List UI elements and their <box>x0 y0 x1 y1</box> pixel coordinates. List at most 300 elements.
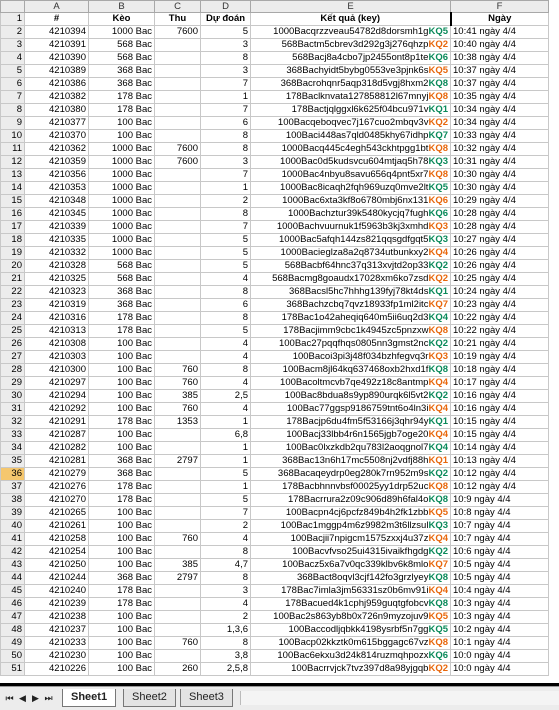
cell-thu[interactable]: 2797 <box>155 455 201 468</box>
cell-keo[interactable]: 100 Bac <box>89 533 155 546</box>
cell-du-doan[interactable]: 6 <box>201 299 251 312</box>
cell-du-doan[interactable]: 3 <box>201 156 251 169</box>
cell-id[interactable]: 4210390 <box>25 52 89 65</box>
cell-id[interactable]: 4210319 <box>25 299 89 312</box>
row-header[interactable]: 38 <box>1 494 25 507</box>
cell-thu[interactable]: 7600 <box>155 156 201 169</box>
cell-ngay[interactable]: 10:25 ngày 4/4 <box>451 273 549 286</box>
cell-id[interactable]: 4210323 <box>25 286 89 299</box>
row-header[interactable]: 51 <box>1 663 25 676</box>
cell-keo[interactable]: 1000 Bac <box>89 169 155 182</box>
cell-id[interactable]: 4210261 <box>25 520 89 533</box>
column-header-a[interactable]: A <box>25 1 89 13</box>
cell-du-doan[interactable]: 7 <box>201 221 251 234</box>
cell-thu[interactable] <box>155 78 201 91</box>
row-header[interactable]: 50 <box>1 650 25 663</box>
row-header[interactable]: 46 <box>1 598 25 611</box>
cell-keo[interactable]: 100 Bac <box>89 650 155 663</box>
cell-keo[interactable]: 368 Bac <box>89 299 155 312</box>
row-header[interactable]: 4 <box>1 52 25 65</box>
cell-ket-qua[interactable] <box>251 364 451 377</box>
cell-ket-qua[interactable] <box>251 65 451 78</box>
column-header-d[interactable]: D <box>201 1 251 13</box>
cell-ket-qua[interactable] <box>251 650 451 663</box>
cell-du-doan[interactable]: 5 <box>201 234 251 247</box>
cell-ket-qua[interactable] <box>251 299 451 312</box>
cell-keo[interactable]: 100 Bac <box>89 611 155 624</box>
cell-keo[interactable]: 368 Bac <box>89 78 155 91</box>
cell-ket-qua[interactable] <box>251 351 451 364</box>
cell-keo[interactable]: 178 Bac <box>89 91 155 104</box>
cell-du-doan[interactable]: 3 <box>201 39 251 52</box>
row-header[interactable]: 44 <box>1 572 25 585</box>
cell-keo[interactable]: 368 Bac <box>89 286 155 299</box>
cell-id[interactable]: 4210254 <box>25 546 89 559</box>
cell-ket-qua[interactable] <box>251 273 451 286</box>
row-header[interactable]: 23 <box>1 299 25 312</box>
cell-id[interactable]: 4210313 <box>25 325 89 338</box>
cell-keo[interactable]: 100 Bac <box>89 429 155 442</box>
tab-sheet3[interactable]: Sheet3 <box>180 689 233 707</box>
cell-id[interactable]: 4210279 <box>25 468 89 481</box>
cell-thu[interactable] <box>155 260 201 273</box>
cell-id[interactable]: 4210226 <box>25 663 89 676</box>
cell-id[interactable]: 4210258 <box>25 533 89 546</box>
cell-ket-qua[interactable] <box>251 377 451 390</box>
cell-keo[interactable]: 368 Bac <box>89 572 155 585</box>
cell-ngay[interactable]: 10:3 ngày 4/4 <box>451 611 549 624</box>
cell-thu[interactable]: 7600 <box>155 26 201 39</box>
row-header[interactable]: 10 <box>1 130 25 143</box>
cell-du-doan[interactable]: 4 <box>201 338 251 351</box>
cell-du-doan[interactable]: 2,5,8 <box>201 663 251 676</box>
cell-id[interactable]: 4210359 <box>25 156 89 169</box>
cell-id[interactable]: 4210328 <box>25 260 89 273</box>
tab-sheet2[interactable]: Sheet2 <box>123 689 176 707</box>
cell-id[interactable]: 4210308 <box>25 338 89 351</box>
cell-ket-qua[interactable] <box>251 117 451 130</box>
cell-keo[interactable]: 1000 Bac <box>89 143 155 156</box>
cell-du-doan[interactable]: 2 <box>201 195 251 208</box>
cell-thu[interactable] <box>155 338 201 351</box>
cell-thu[interactable] <box>155 65 201 78</box>
row-header[interactable]: 15 <box>1 195 25 208</box>
cell-thu[interactable] <box>155 208 201 221</box>
cell-id[interactable]: 4210394 <box>25 26 89 39</box>
cell-keo[interactable]: 178 Bac <box>89 598 155 611</box>
row-header[interactable]: 20 <box>1 260 25 273</box>
cell-ngay[interactable]: 10:0 ngày 4/4 <box>451 650 549 663</box>
cell-ket-qua[interactable] <box>251 143 451 156</box>
cell-thu[interactable] <box>155 117 201 130</box>
cell-ket-qua[interactable] <box>251 468 451 481</box>
cell-ngay[interactable]: 10:32 ngày 4/4 <box>451 143 549 156</box>
row-header[interactable]: 22 <box>1 286 25 299</box>
cell-keo[interactable]: 100 Bac <box>89 559 155 572</box>
cell-id[interactable]: 4210353 <box>25 182 89 195</box>
cell-id[interactable]: 4210244 <box>25 572 89 585</box>
row-header[interactable]: 17 <box>1 221 25 234</box>
cell-id[interactable]: 4210362 <box>25 143 89 156</box>
cell-ket-qua[interactable] <box>251 247 451 260</box>
cell-ket-qua[interactable] <box>251 91 451 104</box>
cell-du-doan[interactable]: 6,8 <box>201 429 251 442</box>
cell-ket-qua[interactable] <box>251 416 451 429</box>
cell-keo[interactable]: 178 Bac <box>89 585 155 598</box>
cell-ket-qua[interactable] <box>251 234 451 247</box>
cell-ngay[interactable]: 10:15 ngày 4/4 <box>451 429 549 442</box>
row-header[interactable]: 45 <box>1 585 25 598</box>
cell-thu[interactable] <box>155 442 201 455</box>
header-thu[interactable]: Thu <box>155 13 201 26</box>
cell-thu[interactable]: 760 <box>155 364 201 377</box>
cell-du-doan[interactable]: 1 <box>201 182 251 195</box>
cell-du-doan[interactable]: 1 <box>201 481 251 494</box>
cell-ngay[interactable]: 10:26 ngày 4/4 <box>451 260 549 273</box>
cell-ngay[interactable]: 10:1 ngày 4/4 <box>451 637 549 650</box>
cell-id[interactable]: 4210348 <box>25 195 89 208</box>
cell-du-doan[interactable]: 6 <box>201 117 251 130</box>
cell-id[interactable]: 4210281 <box>25 455 89 468</box>
row-header[interactable]: 5 <box>1 65 25 78</box>
cell-ket-qua[interactable] <box>251 403 451 416</box>
cell-id[interactable]: 4210303 <box>25 351 89 364</box>
cell-thu[interactable] <box>155 611 201 624</box>
cell-keo[interactable]: 368 Bac <box>89 455 155 468</box>
cell-ngay[interactable]: 10:34 ngày 4/4 <box>451 104 549 117</box>
cell-ngay[interactable]: 10:28 ngày 4/4 <box>451 221 549 234</box>
last-sheet-icon[interactable]: ⏭ <box>44 693 53 703</box>
cell-keo[interactable]: 368 Bac <box>89 468 155 481</box>
cell-thu[interactable] <box>155 169 201 182</box>
row-header[interactable]: 2 <box>1 26 25 39</box>
cell-keo[interactable]: 100 Bac <box>89 390 155 403</box>
cell-id[interactable]: 4210377 <box>25 117 89 130</box>
cell-keo[interactable]: 100 Bac <box>89 507 155 520</box>
cell-du-doan[interactable]: 7 <box>201 78 251 91</box>
cell-thu[interactable] <box>155 585 201 598</box>
cell-id[interactable]: 4210265 <box>25 507 89 520</box>
row-header[interactable]: 33 <box>1 429 25 442</box>
cell-ngay[interactable]: 10:13 ngày 4/4 <box>451 455 549 468</box>
cell-thu[interactable] <box>155 273 201 286</box>
cell-id[interactable]: 4210391 <box>25 39 89 52</box>
cell-id[interactable]: 4210339 <box>25 221 89 234</box>
cell-ngay[interactable]: 10:35 ngày 4/4 <box>451 91 549 104</box>
cell-keo[interactable]: 100 Bac <box>89 637 155 650</box>
cell-ket-qua[interactable] <box>251 182 451 195</box>
cell-ket-qua[interactable] <box>251 195 451 208</box>
cell-du-doan[interactable]: 8 <box>201 52 251 65</box>
cell-ket-qua[interactable] <box>251 494 451 507</box>
cell-keo[interactable]: 100 Bac <box>89 442 155 455</box>
cell-ket-qua[interactable] <box>251 312 451 325</box>
cell-thu[interactable]: 385 <box>155 559 201 572</box>
cell-ngay[interactable]: 10:38 ngày 4/4 <box>451 52 549 65</box>
cell-keo[interactable]: 100 Bac <box>89 520 155 533</box>
cell-keo[interactable]: 1000 Bac <box>89 26 155 39</box>
cell-ngay[interactable]: 10:17 ngày 4/4 <box>451 377 549 390</box>
cell-ket-qua[interactable] <box>251 104 451 117</box>
cell-du-doan[interactable]: 4 <box>201 377 251 390</box>
cell-du-doan[interactable]: 5 <box>201 26 251 39</box>
cell-ngay[interactable]: 10:30 ngày 4/4 <box>451 182 549 195</box>
cell-id[interactable]: 4210297 <box>25 377 89 390</box>
cell-ngay[interactable]: 10:24 ngày 4/4 <box>451 286 549 299</box>
cell-keo[interactable]: 1000 Bac <box>89 195 155 208</box>
header-du-doan[interactable]: Dự đoán <box>201 13 251 26</box>
cell-du-doan[interactable]: 8 <box>201 572 251 585</box>
cell-thu[interactable] <box>155 650 201 663</box>
cell-du-doan[interactable]: 8 <box>201 364 251 377</box>
cell-du-doan[interactable]: 1 <box>201 455 251 468</box>
cell-thu[interactable]: 760 <box>155 533 201 546</box>
cell-du-doan[interactable]: 4 <box>201 533 251 546</box>
row-header[interactable]: 24 <box>1 312 25 325</box>
cell-thu[interactable] <box>155 182 201 195</box>
cell-ket-qua[interactable] <box>251 611 451 624</box>
cell-ngay[interactable]: 10:7 ngày 4/4 <box>451 533 549 546</box>
cell-keo[interactable]: 100 Bac <box>89 351 155 364</box>
cell-keo[interactable]: 100 Bac <box>89 130 155 143</box>
row-header[interactable]: 14 <box>1 182 25 195</box>
cell-ngay[interactable]: 10:6 ngày 4/4 <box>451 546 549 559</box>
cell-id[interactable]: 4210230 <box>25 650 89 663</box>
row-header[interactable]: 21 <box>1 273 25 286</box>
cell-id[interactable]: 4210332 <box>25 247 89 260</box>
cell-thu[interactable] <box>155 104 201 117</box>
horizontal-scrollbar[interactable] <box>240 691 559 705</box>
cell-du-doan[interactable]: 5 <box>201 494 251 507</box>
cell-ket-qua[interactable] <box>251 637 451 650</box>
cell-thu[interactable]: 2797 <box>155 572 201 585</box>
cell-id[interactable]: 4210282 <box>25 442 89 455</box>
cell-ngay[interactable]: 10:28 ngày 4/4 <box>451 208 549 221</box>
select-all-corner[interactable] <box>1 1 25 13</box>
row-header[interactable]: 19 <box>1 247 25 260</box>
cell-du-doan[interactable]: 2 <box>201 520 251 533</box>
row-header[interactable]: 40 <box>1 520 25 533</box>
cell-du-doan[interactable]: 8 <box>201 637 251 650</box>
cell-ngay[interactable]: 10:15 ngày 4/4 <box>451 416 549 429</box>
cell-du-doan[interactable]: 8 <box>201 208 251 221</box>
cell-id[interactable]: 4210233 <box>25 637 89 650</box>
cell-keo[interactable]: 178 Bac <box>89 104 155 117</box>
cell-ngay[interactable]: 10:5 ngày 4/4 <box>451 572 549 585</box>
cell-ngay[interactable]: 10:16 ngày 4/4 <box>451 390 549 403</box>
row-header[interactable]: 7 <box>1 91 25 104</box>
cell-id[interactable]: 4210294 <box>25 390 89 403</box>
cell-ngay[interactable]: 10:34 ngày 4/4 <box>451 117 549 130</box>
cell-thu[interactable] <box>155 546 201 559</box>
cell-thu[interactable]: 260 <box>155 663 201 676</box>
cell-thu[interactable] <box>155 598 201 611</box>
cell-ngay[interactable]: 10:12 ngày 4/4 <box>451 468 549 481</box>
cell-du-doan[interactable]: 3,8 <box>201 650 251 663</box>
cell-thu[interactable]: 760 <box>155 403 201 416</box>
cell-id[interactable]: 4210237 <box>25 624 89 637</box>
cell-keo[interactable]: 1000 Bac <box>89 156 155 169</box>
cell-keo[interactable]: 568 Bac <box>89 273 155 286</box>
header-ket-qua[interactable]: Kết quả (key) <box>251 13 451 26</box>
cell-du-doan[interactable]: 4,7 <box>201 559 251 572</box>
cell-keo[interactable]: 100 Bac <box>89 403 155 416</box>
cell-ngay[interactable]: 10:18 ngày 4/4 <box>451 364 549 377</box>
row-header[interactable]: 16 <box>1 208 25 221</box>
cell-id[interactable]: 4210250 <box>25 559 89 572</box>
cell-ket-qua[interactable] <box>251 559 451 572</box>
cell-du-doan[interactable]: 7 <box>201 507 251 520</box>
cell-thu[interactable] <box>155 52 201 65</box>
cell-du-doan[interactable]: 8 <box>201 143 251 156</box>
cell-ngay[interactable]: 10:7 ngày 4/4 <box>451 520 549 533</box>
row-header[interactable]: 30 <box>1 390 25 403</box>
cell-du-doan[interactable]: 1 <box>201 442 251 455</box>
row-header[interactable]: 35 <box>1 455 25 468</box>
cell-keo[interactable]: 568 Bac <box>89 39 155 52</box>
cell-ngay[interactable]: 10:9 ngày 4/4 <box>451 494 549 507</box>
cell-keo[interactable]: 1000 Bac <box>89 182 155 195</box>
cell-ket-qua[interactable] <box>251 455 451 468</box>
cell-ngay[interactable]: 10:29 ngày 4/4 <box>451 195 549 208</box>
cell-ngay[interactable]: 10:21 ngày 4/4 <box>451 338 549 351</box>
cell-thu[interactable] <box>155 247 201 260</box>
cell-thu[interactable] <box>155 39 201 52</box>
first-sheet-icon[interactable]: ⏮ <box>5 693 14 703</box>
cell-du-doan[interactable]: 7 <box>201 104 251 117</box>
cell-ket-qua[interactable] <box>251 507 451 520</box>
cell-id[interactable]: 4210300 <box>25 364 89 377</box>
row-header[interactable]: 43 <box>1 559 25 572</box>
cell-keo[interactable]: 1000 Bac <box>89 208 155 221</box>
cell-id[interactable]: 4210240 <box>25 585 89 598</box>
cell-keo[interactable]: 178 Bac <box>89 416 155 429</box>
cell-ngay[interactable]: 10:37 ngày 4/4 <box>451 78 549 91</box>
cell-ket-qua[interactable] <box>251 390 451 403</box>
cell-thu[interactable]: 760 <box>155 377 201 390</box>
header-ngay[interactable]: Ngày <box>451 13 549 26</box>
row-header[interactable]: 8 <box>1 104 25 117</box>
row-header[interactable]: 12 <box>1 156 25 169</box>
cell-keo[interactable]: 568 Bac <box>89 52 155 65</box>
cell-id[interactable]: 4210292 <box>25 403 89 416</box>
cell-ket-qua[interactable] <box>251 481 451 494</box>
cell-keo[interactable]: 368 Bac <box>89 65 155 78</box>
column-header-e[interactable]: E <box>251 1 451 13</box>
cell-du-doan[interactable]: 3 <box>201 585 251 598</box>
cell-ket-qua[interactable] <box>251 156 451 169</box>
cell-du-doan[interactable]: 8 <box>201 286 251 299</box>
cell-keo[interactable]: 1000 Bac <box>89 234 155 247</box>
cell-id[interactable]: 4210316 <box>25 312 89 325</box>
cell-ngay[interactable]: 10:14 ngày 4/4 <box>451 442 549 455</box>
cell-ngay[interactable]: 10:12 ngày 4/4 <box>451 481 549 494</box>
cell-ngay[interactable]: 10:2 ngày 4/4 <box>451 624 549 637</box>
row-header[interactable]: 13 <box>1 169 25 182</box>
cell-du-doan[interactable]: 4 <box>201 598 251 611</box>
cell-thu[interactable]: 7600 <box>155 143 201 156</box>
cell-ket-qua[interactable] <box>251 338 451 351</box>
cell-keo[interactable]: 100 Bac <box>89 377 155 390</box>
header-id[interactable]: # <box>25 13 89 26</box>
cell-thu[interactable] <box>155 286 201 299</box>
cell-ket-qua[interactable] <box>251 429 451 442</box>
row-header[interactable]: 28 <box>1 364 25 377</box>
cell-du-doan[interactable]: 4 <box>201 273 251 286</box>
cell-thu[interactable] <box>155 299 201 312</box>
cell-ngay[interactable]: 10:40 ngày 4/4 <box>451 39 549 52</box>
cell-keo[interactable]: 100 Bac <box>89 663 155 676</box>
cell-id[interactable]: 4210386 <box>25 78 89 91</box>
cell-du-doan[interactable]: 1 <box>201 416 251 429</box>
cell-ket-qua[interactable] <box>251 546 451 559</box>
cell-thu[interactable] <box>155 195 201 208</box>
column-header-f[interactable]: F <box>451 1 549 13</box>
cell-du-doan[interactable]: 1,3,6 <box>201 624 251 637</box>
cell-keo[interactable]: 178 Bac <box>89 494 155 507</box>
prev-sheet-icon[interactable]: ◀ <box>19 693 26 703</box>
cell-keo[interactable]: 100 Bac <box>89 117 155 130</box>
cell-ket-qua[interactable] <box>251 624 451 637</box>
cell-id[interactable]: 4210291 <box>25 416 89 429</box>
cell-ket-qua[interactable] <box>251 26 451 39</box>
row-header[interactable]: 1 <box>1 13 25 26</box>
cell-ngay[interactable]: 10:30 ngày 4/4 <box>451 169 549 182</box>
cell-thu[interactable] <box>155 312 201 325</box>
cell-ket-qua[interactable] <box>251 208 451 221</box>
cell-id[interactable]: 4210238 <box>25 611 89 624</box>
row-header[interactable]: 37 <box>1 481 25 494</box>
row-header[interactable]: 34 <box>1 442 25 455</box>
cell-ngay[interactable]: 10:3 ngày 4/4 <box>451 598 549 611</box>
cell-du-doan[interactable]: 4 <box>201 403 251 416</box>
cell-thu[interactable] <box>155 624 201 637</box>
cell-ngay[interactable]: 10:8 ngày 4/4 <box>451 507 549 520</box>
row-header[interactable]: 9 <box>1 117 25 130</box>
cell-ket-qua[interactable] <box>251 260 451 273</box>
cell-id[interactable]: 4210270 <box>25 494 89 507</box>
cell-ket-qua[interactable] <box>251 286 451 299</box>
cell-ket-qua[interactable] <box>251 520 451 533</box>
row-header[interactable]: 39 <box>1 507 25 520</box>
cell-ngay[interactable]: 10:27 ngày 4/4 <box>451 234 549 247</box>
cell-ket-qua[interactable] <box>251 221 451 234</box>
row-header[interactable]: 25 <box>1 325 25 338</box>
cell-thu[interactable] <box>155 481 201 494</box>
cell-du-doan[interactable]: 5 <box>201 325 251 338</box>
cell-du-doan[interactable]: 2,5 <box>201 390 251 403</box>
cell-du-doan[interactable]: 5 <box>201 468 251 481</box>
row-header[interactable]: 31 <box>1 403 25 416</box>
cell-ngay[interactable]: 10:23 ngày 4/4 <box>451 299 549 312</box>
row-header[interactable]: 41 <box>1 533 25 546</box>
cell-du-doan[interactable]: 8 <box>201 312 251 325</box>
row-header[interactable]: 27 <box>1 351 25 364</box>
cell-thu[interactable] <box>155 221 201 234</box>
cell-du-doan[interactable]: 4 <box>201 351 251 364</box>
cell-ngay[interactable]: 10:22 ngày 4/4 <box>451 312 549 325</box>
cell-keo[interactable]: 100 Bac <box>89 338 155 351</box>
row-header[interactable]: 47 <box>1 611 25 624</box>
cell-ngay[interactable]: 10:33 ngày 4/4 <box>451 130 549 143</box>
row-header[interactable]: 42 <box>1 546 25 559</box>
cell-id[interactable]: 4210382 <box>25 91 89 104</box>
cell-thu[interactable] <box>155 325 201 338</box>
row-header[interactable]: 11 <box>1 143 25 156</box>
cell-keo[interactable]: 100 Bac <box>89 364 155 377</box>
row-header[interactable]: 26 <box>1 338 25 351</box>
cell-ngay[interactable]: 10:41 ngày 4/4 <box>451 26 549 39</box>
